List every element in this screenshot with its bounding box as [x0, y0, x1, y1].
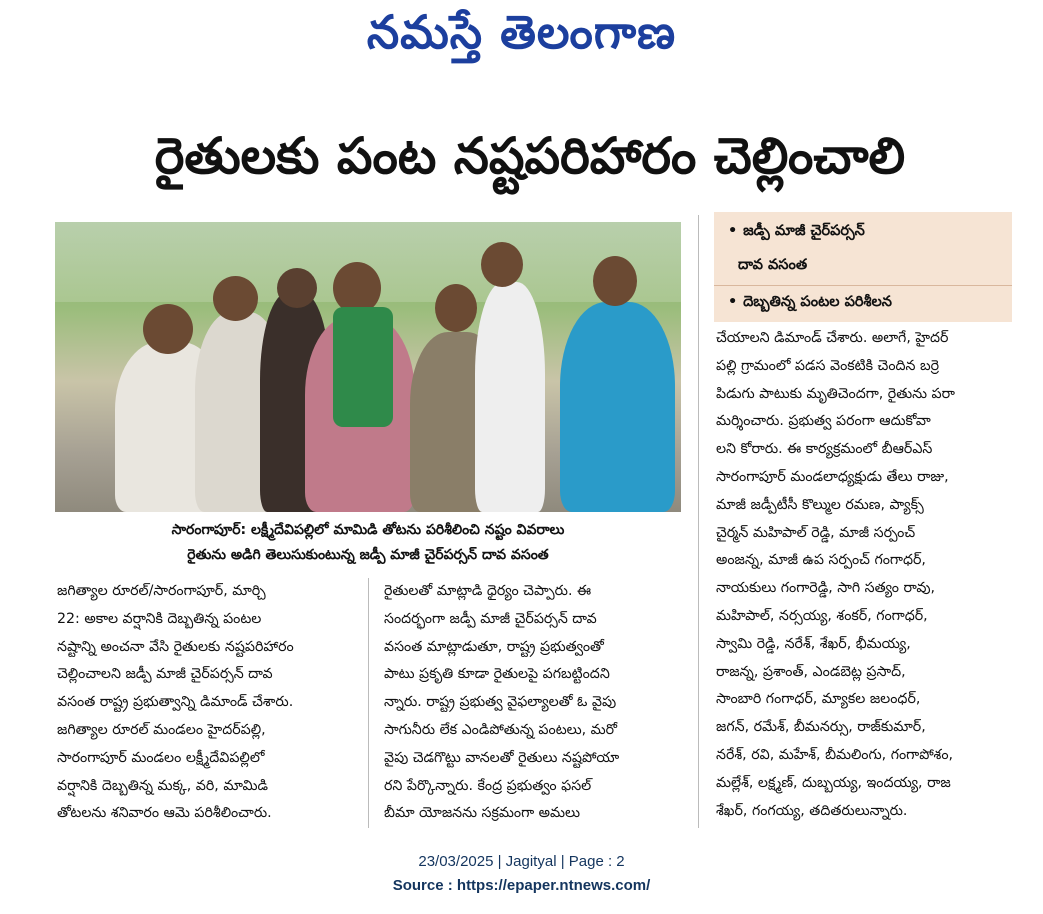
column-divider — [368, 578, 369, 828]
article-line: లని కోరారు. ఈ కార్యక్రమంలో బీఆర్‌ఎస్ — [716, 441, 933, 458]
article-line: చెల్లించాలని జడ్పీ మాజీ చైర్‌పర్సన్ దావ — [57, 666, 273, 683]
article-line: స్వామి రెడ్డి, నరేశ్, శేఖర్, భీమయ్య, — [716, 635, 911, 652]
highlights-box — [714, 212, 1012, 322]
article-line: వసంత రాష్ట్ర ప్రభుత్వాన్ని డిమాండ్ చేశారు. — [57, 694, 294, 711]
bullet-icon: • — [728, 294, 738, 310]
article-line: మాజీ జడ్పీటీసీ కొల్ముల రమణ, ప్యాక్స్ — [716, 496, 924, 513]
article-line: పిడుగు పాటుకు మృతిచెందగా, రైతును పరా — [716, 385, 955, 402]
article-line: న్నారు. రాష్ట్ర ప్రభుత్వ వైఫల్యాలతో ఓ వైపు — [384, 694, 617, 711]
photo-person — [560, 302, 675, 512]
article-line: నరేశ్, రవి, మహేశ్, బీమలింగు, గంగాపోశం, — [716, 746, 954, 763]
highlight-text: దావ వసంత — [738, 257, 808, 273]
article-line: జగిత్యాల రూరల్ మండలం హైదర్‌పల్లి, — [57, 721, 266, 738]
headline-text: రైతులకు పంట నష్టపరిహారం చెల్లించాలి — [154, 126, 906, 185]
article-line: బీమా యోజనను సక్రమంగా అమలు — [384, 805, 580, 822]
headline — [40, 126, 1020, 198]
article-column-1 — [57, 578, 353, 828]
article-line: జగన్, రమేశ్, బీమనర్సు, రాజ్‌కుమార్, — [716, 719, 926, 736]
photo-person-head — [277, 268, 317, 308]
article-line: వసంత మాట్లాడుతూ, రాష్ట్ర ప్రభుత్వంతో — [384, 638, 604, 655]
article-line: వైపు చెడగొట్టు వానలతో రైతులు నష్టపోయా — [384, 749, 620, 766]
article-line: 22: అకాల వర్షానికి దెబ్బతిన్న పంటల — [57, 610, 262, 627]
article-line: చైర్మన్ మహిపాల్ రెడ్డి, మాజీ సర్పంచ్ — [716, 524, 916, 541]
highlight-text: జడ్పీ మాజీ చైర్‌పర్సన్ — [743, 223, 865, 239]
article-line: నష్టాన్ని అంచనా వేసి రైతులకు నష్టపరిహారం — [57, 638, 294, 655]
photo-person-head — [435, 284, 477, 332]
photo-person-head — [593, 256, 637, 306]
highlight-item — [728, 289, 892, 315]
footer-source-link[interactable]: Source : https://epaper.ntnews.com/ — [392, 877, 651, 894]
article-line: రాజన్న, ప్రశాంత్, ఎండబెట్ల ప్రసాద్, — [716, 663, 906, 680]
masthead — [0, 4, 1043, 72]
masthead-title: నమస్తే తెలంగాణ — [366, 5, 677, 59]
article-line: శేఖర్, గంగయ్య, తదితరులున్నారు. — [716, 802, 908, 819]
photo-scarf — [333, 307, 393, 427]
news-photo — [55, 222, 681, 512]
article-line: సారంగాపూర్ మండలం లక్ష్మీదేవిపల్లిలో — [57, 749, 265, 766]
photo-person-head — [213, 276, 258, 321]
article-line: మల్లేశ్, లక్ష్మణ్, దుబ్బయ్య, ఇందయ్య, రాజ — [716, 774, 951, 791]
photo-person-head — [481, 242, 523, 287]
article-column-3 — [716, 325, 1012, 825]
article-line: మహిపాల్, నర్సయ్య, శంకర్, గంగాధర్, — [716, 607, 928, 624]
footer-meta: 23/03/2025 | Jagityal | Page : 2 — [418, 853, 625, 870]
divider — [714, 285, 1012, 286]
article-line: సాంబారి గంగాధర్, మ్యాకల జలంధర్, — [716, 691, 921, 708]
column-divider — [698, 215, 699, 828]
article-line: సాగునీరు లేక ఎండిపోతున్న పంటలు, మరో — [384, 721, 618, 738]
article-line: అంజన్న, మాజీ ఉప సర్పంచ్ గంగాధర్, — [716, 552, 926, 569]
caption-line: రైతును అడిగి తెలుసుకుంటున్న జడ్పీ మాజీ చైర్‌పర్సన్ దావ వసంత — [187, 547, 549, 563]
article-column-2 — [384, 578, 680, 828]
article-line: రైతులతో మాట్లాడి ధైర్యం చెప్పారు. ఈ — [384, 583, 592, 599]
highlight-item-continuation — [738, 252, 807, 278]
article-line: వర్షానికి దెబ్బతిన్న మక్క, వరి, మామిడి — [57, 777, 268, 794]
highlight-text: దెబ్బతిన్న పంటల పరిశీలన — [743, 294, 892, 310]
article-line: మర్శించారు. ప్రభుత్వ పరంగా ఆదుకోవా — [716, 413, 931, 430]
article-line: సందర్భంగా జడ్పీ మాజీ చైర్‌పర్సన్ దావ — [384, 610, 597, 627]
article-line: సారంగాపూర్ మండలాధ్యక్షుడు తేలు రాజు, — [716, 468, 949, 485]
article-line: నాయకులు గంగారెడ్డి, సాగి సత్యం రావు, — [716, 580, 935, 597]
bullet-icon: • — [728, 223, 738, 239]
highlight-item — [728, 218, 865, 244]
article-line: తోటలను శనివారం ఆమె పరిశీలించారు. — [57, 805, 272, 822]
caption-line: సారంగాపూర్: లక్ష్మీదేవిపల్లిలో మామిడి తోటను పరిశీలించి నష్టం వివరాలు — [171, 522, 565, 538]
article-line: పల్లి గ్రామంలో పడస వెంకటికి చెందిన బర్రె — [716, 357, 940, 374]
photo-person — [475, 282, 545, 512]
photo-caption — [55, 518, 681, 570]
article-line: చేయాలని డిమాండ్ చేశారు. అలాగే, హైదర్ — [716, 330, 949, 346]
article-line: రని పేర్కొన్నారు. కేంద్ర ప్రభుత్వం ఫసల్ — [384, 777, 592, 794]
article-line: పాటు ప్రకృతి కూడా రైతులపై పగబట్టిందని — [384, 666, 610, 683]
photo-person-head — [143, 304, 193, 354]
article-line: జగిత్యాల రూరల్/సారంగాపూర్, మార్చి — [57, 583, 266, 599]
